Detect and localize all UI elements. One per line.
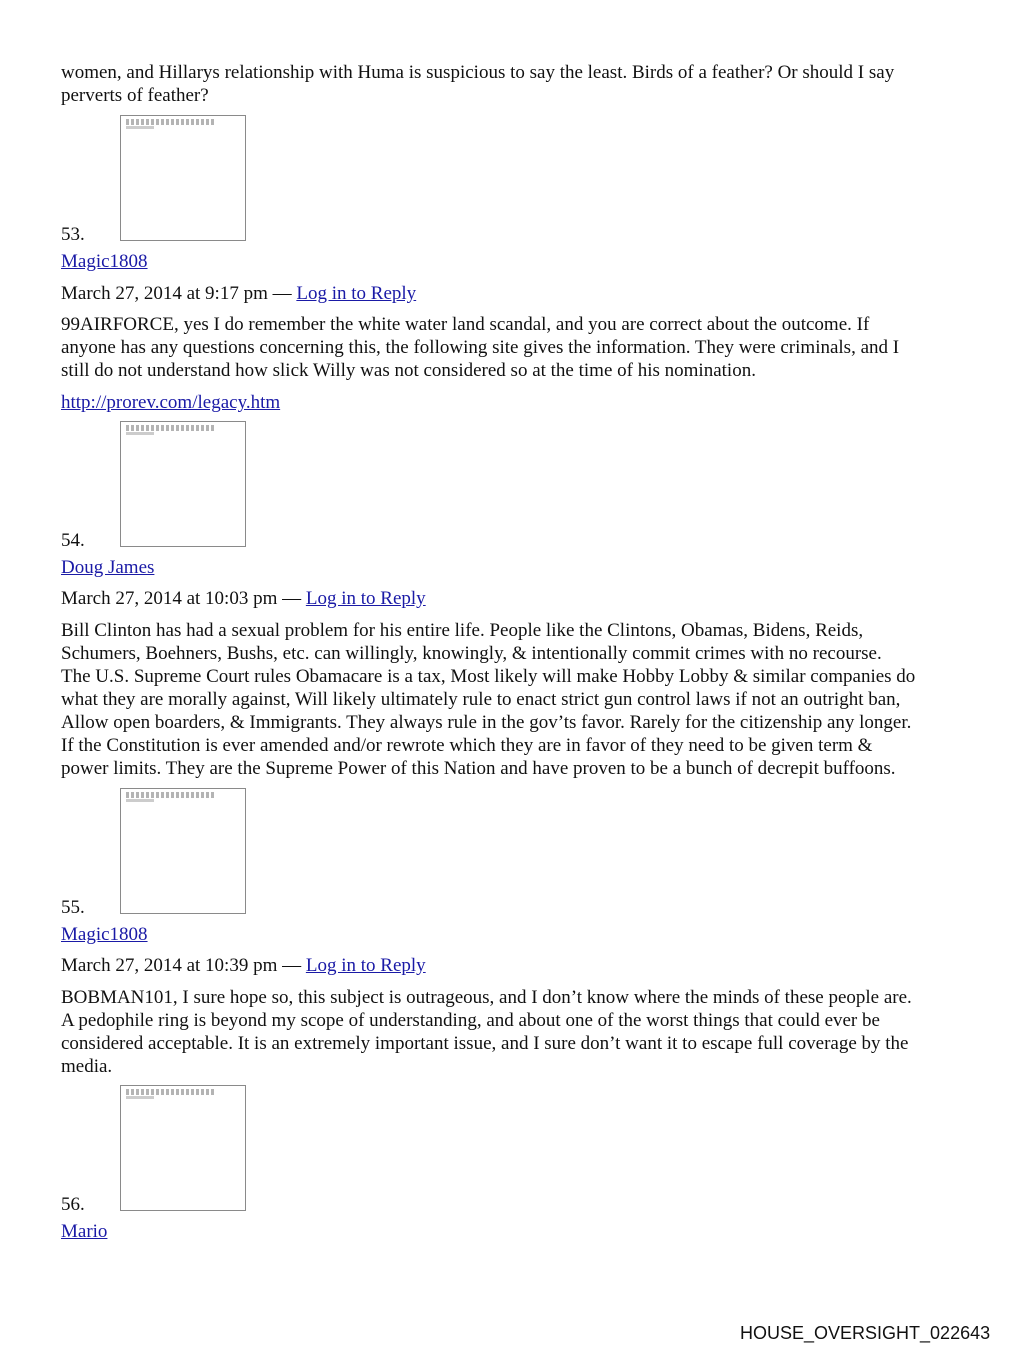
meta-separator: — bbox=[267, 283, 297, 304]
avatar bbox=[120, 421, 246, 547]
avatar bbox=[120, 1085, 246, 1211]
comment-number: 53. bbox=[61, 224, 85, 245]
comment-text-line: Bill Clinton has had a sexual problem for his entire life. People like the Clintons, Obamas, Bidens, Reids, bbox=[61, 620, 864, 641]
comment-number: 54. bbox=[61, 530, 85, 551]
log-in-to-reply-link[interactable]: Log in to Reply bbox=[305, 955, 426, 976]
comment-meta bbox=[61, 282, 416, 305]
comment-text-line: women, and Hillarys relationship with Huma is suspicious to say the least. Birds of a feather? Or should I say bbox=[61, 62, 895, 83]
comment-meta bbox=[61, 587, 426, 610]
comment-text-line: media. bbox=[61, 1056, 113, 1077]
comment-text-line: BOBMAN101, I sure hope so, this subject is outrageous, and I don’t know where the minds of these people are. bbox=[61, 987, 912, 1008]
comment-author-link[interactable] bbox=[61, 250, 148, 273]
log-in-to-reply-link[interactable]: Log in to Reply bbox=[296, 283, 417, 304]
comment-author-link[interactable] bbox=[61, 556, 154, 579]
external-link[interactable]: http://prorev.com/legacy.htm bbox=[61, 392, 281, 413]
meta-separator: — bbox=[277, 588, 306, 609]
author-link[interactable]: Magic1808 bbox=[61, 924, 148, 945]
comment-number: 55. bbox=[61, 897, 85, 918]
author-link[interactable]: Mario bbox=[61, 1221, 108, 1242]
external-link-row bbox=[61, 391, 280, 414]
comment-meta bbox=[61, 954, 426, 977]
comment-author-link[interactable] bbox=[61, 923, 148, 946]
comment-text-line: A pedophile ring is beyond my scope of understanding, and about one of the worst things that could ever be bbox=[61, 1010, 880, 1031]
comment-text-line: anyone has any questions concerning this, the following site gives the information. They were criminals, and I bbox=[61, 337, 900, 358]
avatar bbox=[120, 788, 246, 914]
comment-text-line: 99AIRFORCE, yes I do remember the white water land scandal, and you are correct about the outcome. If bbox=[61, 314, 870, 335]
author-link[interactable]: Magic1808 bbox=[61, 251, 148, 272]
comment-text-line: still do not understand how slick Willy was not considered so at the time of his nomination. bbox=[61, 360, 756, 381]
meta-separator: — bbox=[277, 955, 306, 976]
comment-number: 56. bbox=[61, 1194, 85, 1215]
comment-date: March 27, 2014 at 10:39 pm bbox=[61, 955, 278, 976]
comment-author-link[interactable] bbox=[61, 1220, 107, 1243]
comment-text-line: Schumers, Boehners, Bushs, etc. can willingly, knowingly, & intentionally commit crimes with no recourse. bbox=[61, 643, 882, 664]
comment-text-line: considered acceptable. It is an extremely important issue, and I sure don’t want it to escape full coverage by the bbox=[61, 1033, 909, 1054]
comment-text-line: If the Constitution is ever amended and/or rewrote which they are in favor of they need to be given term & bbox=[61, 735, 873, 756]
comment-text-line: The U.S. Supreme Court rules Obamacare is a tax, Most likely will make Hobby Lobby & similar companies do bbox=[61, 666, 916, 687]
comment-text-line: Allow open boarders, & Immigrants. They always rule in the gov’ts favor. Rarely for the citizenship any longer. bbox=[61, 712, 912, 733]
comment-text-line: power limits. They are the Supreme Power of this Nation and have proven to be a bunch of decrepit buffoons. bbox=[61, 758, 896, 779]
author-link[interactable]: Doug James bbox=[61, 557, 155, 578]
log-in-to-reply-link[interactable]: Log in to Reply bbox=[305, 588, 426, 609]
comment-date: March 27, 2014 at 9:17 pm bbox=[61, 283, 268, 304]
comment-text-line: what they are morally against, Will likely ultimately rule to enact strict gun control laws if not an outright ban, bbox=[61, 689, 901, 710]
avatar bbox=[120, 115, 246, 241]
comment-date: March 27, 2014 at 10:03 pm bbox=[61, 588, 278, 609]
bates-number: HOUSE_OVERSIGHT_022643 bbox=[740, 1323, 991, 1343]
comment-text-line: perverts of feather? bbox=[61, 85, 209, 106]
